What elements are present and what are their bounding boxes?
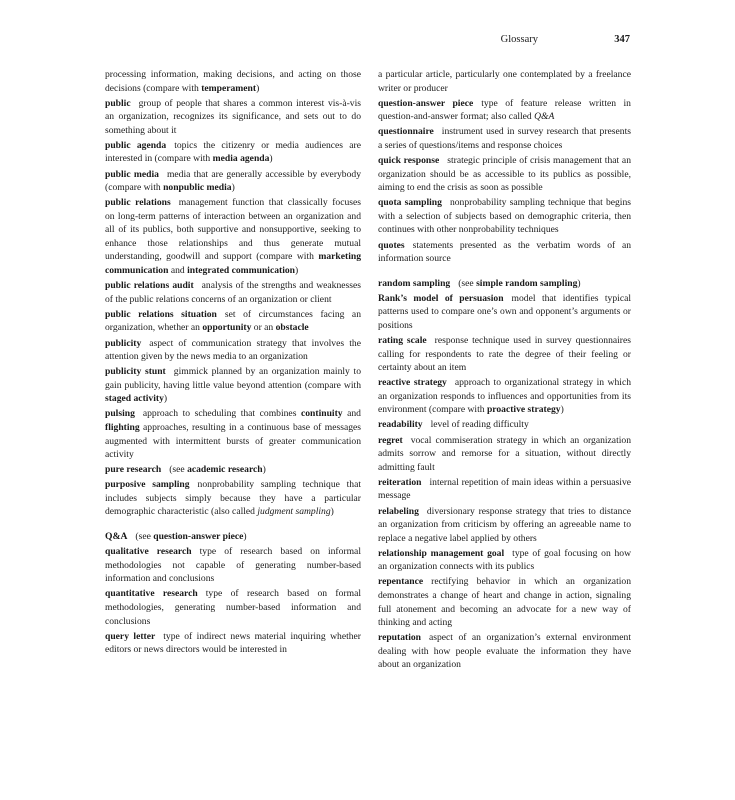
glossary-entry [378, 239, 631, 266]
glossary-term: public relations audit [105, 280, 194, 292]
glossary-definition: approach to scheduling that combines continuity and flighting approaches, resulting in a continuous base of messages augmented with intermittent bursts of greater communication activity [105, 408, 361, 461]
glossary-definition: topics the citizenry or media audiences are interested in (compare with media agenda) [105, 139, 361, 165]
glossary-term: quotes [378, 239, 405, 251]
glossary-entry [378, 68, 631, 95]
glossary-definition: nonprobability sampling technique that begins with a selection of subjects based on demographic criteria, then continues with other nonprobability techniques [378, 197, 631, 236]
glossary-entry [378, 376, 631, 417]
glossary-entry [378, 505, 631, 546]
glossary-term: reactive strategy [378, 377, 447, 389]
glossary-entry [105, 407, 361, 461]
glossary-definition: aspect of communication strategy that involves the attention given by the news media to an organization [105, 337, 361, 363]
glossary-definition: response technique used in survey questionnaires calling for respondents to rate the degree of their feeling or certainty about an item [378, 335, 631, 374]
glossary-definition: (see academic research) [169, 464, 266, 476]
glossary-definition: management function that classically focuses on long-term patterns of interaction between an organization and all of its publics, both supportive and nonsupportive, seeking to enhance those relationships and thus generate mutual understanding, goodwill and support (compare with marketing communication and integrated communication) [105, 197, 361, 277]
glossary-definition: (see question-answer piece) [135, 531, 247, 543]
glossary-definition: model that identifies typical patterns used to compare one’s own and opponent’s arguments or positions [378, 292, 632, 331]
glossary-term: quota sampling [378, 197, 442, 209]
glossary-entry [105, 279, 361, 306]
glossary-entry [105, 463, 361, 477]
running-header [0, 34, 630, 50]
glossary-definition: approach to organizational strategy in which an organization responds to influences and opportunities from its environment (compare with proactive strategy) [378, 377, 631, 416]
glossary-definition: analysis of the strengths and weaknesses of the public relations concerns of an organization or client [105, 280, 361, 305]
glossary-term: relabeling [378, 505, 419, 517]
glossary-term: random sampling [378, 277, 451, 289]
glossary-definition: type of goal focusing on how an organization connects with its publics [378, 547, 631, 573]
glossary-term: readability [378, 419, 423, 431]
glossary-entry [105, 168, 361, 195]
glossary-definition: aspect of an organization’s external environment dealing with how people evaluate the information they have about an organization [378, 632, 631, 671]
glossary-term: reputation [378, 632, 421, 644]
glossary-definition: group of people that shares a common interest vis-à-vis an organization, recognizes its significance, and sets out to do something about it [105, 97, 361, 136]
left-column [105, 68, 361, 658]
glossary-term: regret [378, 434, 403, 446]
glossary-definition: processing information, making decisions, and acting on those decisions (compare with temperament) [105, 69, 361, 94]
glossary-entry [105, 365, 361, 406]
glossary-term: public relations [105, 197, 171, 209]
glossary-entry [378, 575, 631, 629]
glossary-entry [105, 97, 361, 138]
glossary-term: repentance [378, 576, 424, 588]
glossary-term: quantitative research [105, 588, 198, 600]
glossary-term: query letter [105, 630, 156, 642]
glossary-definition: a particular article, particularly one contemplated by a freelance writer or producer [378, 69, 631, 94]
glossary-term: public [105, 97, 131, 109]
glossary-entry [378, 434, 631, 475]
glossary-entry [105, 196, 361, 277]
glossary-term: relationship management goal [378, 547, 505, 559]
glossary-definition: type of feature release written in question-and-answer format; also called Q&A [378, 97, 631, 123]
glossary-definition: media that are generally accessible by everybody (compare with nonpublic media) [105, 168, 361, 194]
glossary-entry [105, 139, 361, 166]
glossary-entry [378, 631, 631, 672]
glossary-term: reiteration [378, 476, 422, 488]
glossary-term: Rank’s model of persuasion [378, 292, 504, 304]
glossary-definition: type of indirect news material inquiring whether editors or news directors would be interested in [105, 630, 361, 656]
glossary-entry [378, 154, 631, 195]
glossary-term: purposive sampling [105, 479, 190, 491]
right-column [378, 68, 631, 673]
glossary-definition: vocal commiseration strategy in which an organization admits sorrow and remorse for a situation, without directly admitting fault [378, 434, 631, 473]
glossary-definition: (see simple random sampling) [458, 277, 581, 289]
glossary-term: Q&A [105, 531, 128, 543]
glossary-definition: type of research based on formal methodologies, generating number-based information and conclusions [105, 588, 362, 627]
glossary-definition: rectifying behavior in which an organization demonstrates a change of heart and change in action, signaling full atonement and becoming an advocate for a new way of thinking and acting [378, 576, 631, 629]
glossary-definition: strategic principle of crisis management that an organization should be as accessible to its publics as possible, aiming to end the crisis as soon as possible [378, 155, 631, 194]
glossary-entry [378, 547, 631, 574]
glossary-definition: diversionary response strategy that tries to distance an organization from criticism by offering an agreeable name to replace a negative label applied by others [378, 505, 631, 544]
glossary-term: question-answer piece [378, 97, 474, 109]
glossary-entry [378, 196, 631, 237]
glossary-entry [378, 125, 631, 152]
glossary-entry [378, 418, 631, 432]
glossary-entry [105, 308, 361, 335]
glossary-entry [105, 587, 361, 628]
glossary-entry [378, 277, 631, 291]
glossary-entry [105, 478, 361, 519]
glossary-term: quick response [378, 155, 440, 167]
glossary-definition: internal repetition of main ideas within a persuasive message [378, 476, 631, 502]
glossary-term: pulsing [105, 408, 135, 420]
glossary-term: public agenda [105, 139, 167, 151]
page-number: 347 [614, 34, 630, 45]
glossary-definition: gimmick planned by an organization mainly to gain publicity, having little value beyond attention (compare with staged activity) [105, 366, 362, 405]
glossary-entry [378, 292, 631, 333]
glossary-definition: type of research based on informal methodologies not capable of generating number-based information and conclusions [105, 546, 361, 585]
glossary-term: publicity [105, 337, 142, 349]
glossary-entry [378, 476, 631, 503]
glossary-entry [105, 337, 361, 364]
glossary-definition: statements presented as the verbatim words of an information source [378, 239, 631, 265]
glossary-entry [105, 545, 361, 586]
glossary-term: questionnaire [378, 126, 434, 138]
glossary-definition: set of circumstances facing an organization, whether an opportunity or an obstacle [105, 308, 361, 334]
glossary-term: qualitative research [105, 546, 192, 558]
glossary-term: publicity stunt [105, 366, 166, 378]
glossary-entry [105, 630, 361, 657]
glossary-definition: nonprobability sampling technique that includes subjects simply because they have a particular demographic characteristic (also called judgment sampling) [105, 479, 361, 518]
glossary-definition: level of reading difficulty [430, 419, 529, 431]
glossary-term: pure research [105, 464, 162, 476]
glossary-entry [105, 530, 361, 544]
section-title: Glossary [500, 34, 538, 45]
glossary-entry [378, 97, 631, 124]
glossary-entry [105, 68, 361, 95]
glossary-term: public media [105, 168, 159, 180]
glossary-term: public relations situation [105, 308, 217, 320]
glossary-entry [378, 334, 631, 375]
glossary-term: rating scale [378, 335, 427, 346]
glossary-definition: instrument used in survey research that presents a series of questions/items and response choices [378, 126, 631, 151]
